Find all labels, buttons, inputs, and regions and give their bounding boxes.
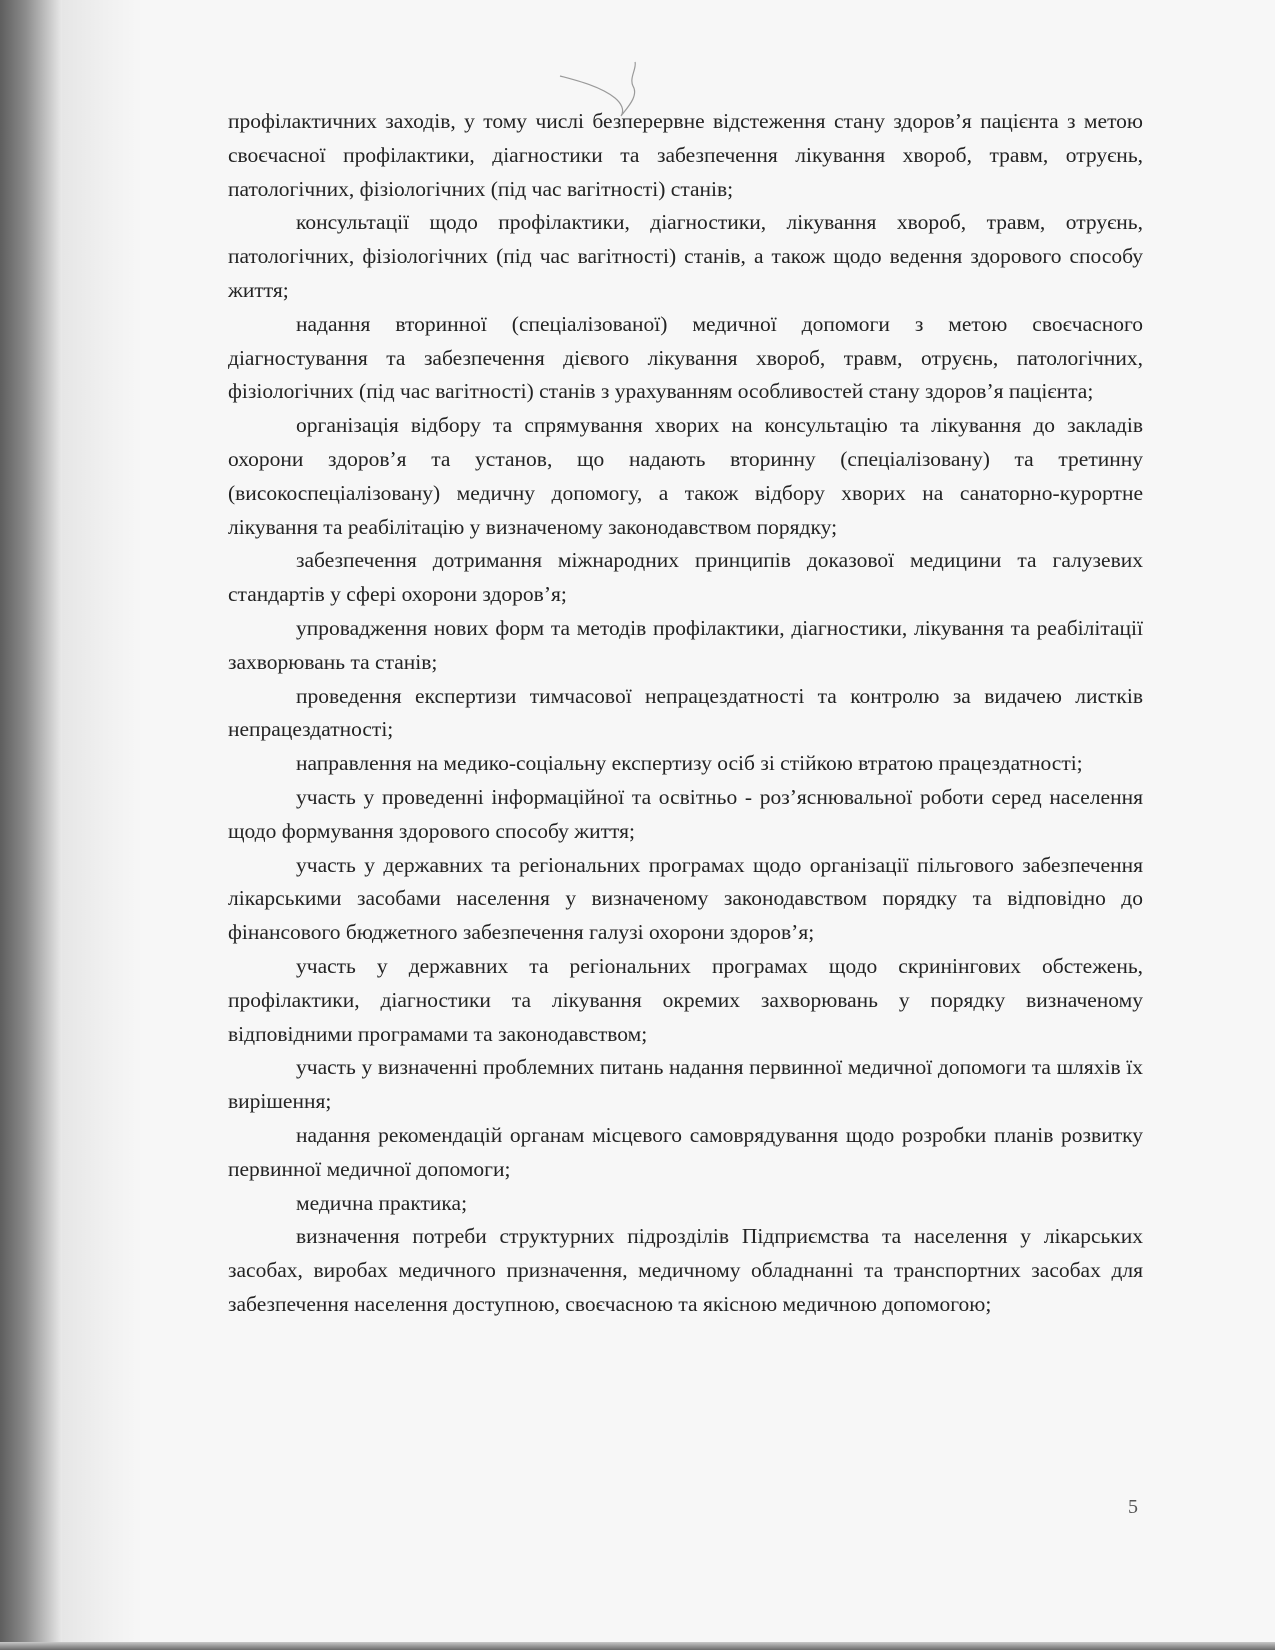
document-page-body bbox=[228, 105, 1143, 1322]
list-item: направлення на медико-соціальну експертизу осіб зі стійкою втратою працездатності; bbox=[296, 751, 1083, 776]
list-item: надання рекомендацій органам місцевого самоврядування щодо розробки планів розвитку первинної медичної допомоги; bbox=[228, 1122, 1143, 1181]
list-item: упровадження нових форм та методів профілактики, діагностики, лікування та реабілітації захворювань та станів; bbox=[228, 615, 1143, 674]
list-item: участь у визначенні проблемних питань надання первинної медичної допомоги та шляхів їх вирішення; bbox=[228, 1055, 1143, 1114]
list-item: проведення експертизи тимчасової непрацездатності та контролю за видачею листків непрацездатності; bbox=[228, 683, 1143, 742]
list-item: визначення потреби структурних підрозділів Підприємства та населення у лікарських засобах, виробах медичного призначення, медичному обладнанні та транспортних засобах для забезпечення населення доступною, своєчасною та якісною медичною допомогою; bbox=[228, 1224, 1143, 1316]
page-number: 5 bbox=[1128, 1496, 1138, 1518]
scan-shadow-left bbox=[0, 0, 62, 1650]
scan-shadow-bottom bbox=[0, 1642, 1275, 1650]
list-item: участь у державних та регіональних програмах щодо організації пільгового забезпечення лікарськими засобами населення у визначеному законодавством порядку та відповідно до фінансового бюджетного забезпечення галузі охорони здоров’я; bbox=[228, 852, 1143, 945]
list-item: участь у проведенні інформаційної та освітньо - роз’яснювальної роботи серед населення щодо формування здорового способу життя; bbox=[228, 784, 1143, 843]
list-item: організація відбору та спрямування хворих на консультацію та лікування до закладів охорони здоров’я та установ, що надають вторинну (спеціалізовану) та третинну (високоспеціалізовану) медичну допомогу, а також відбору хворих на санаторно-курортне лікування та реабілітацію у визначеному законодавством порядку; bbox=[228, 413, 1143, 539]
list-item: консультації щодо профілактики, діагностики, лікування хвороб, травм, отруєнь, патологічних, фізіологічних (під час вагітності) станів, а також щодо ведення здорового способу життя; bbox=[228, 210, 1143, 302]
list-item: участь у державних та регіональних програмах щодо скринінгових обстежень, профілактики, діагностики та лікування окремих захворювань у порядку визначеному відповідними програмами та законодавством; bbox=[228, 953, 1143, 1046]
list-item: медична практика; bbox=[296, 1190, 468, 1215]
paragraph-continuation: профілактичних заходів, у тому числі безперервне відстеження стану здоров’я пацієнта з метою своєчасної профілактики, діагностики та забезпечення лікування хвороб, травм, отруєнь, патологічних, фізіологічних (під час вагітності) станів; bbox=[228, 109, 1143, 201]
list-item: надання вторинної (спеціалізованої) медичної допомоги з метою своєчасного діагностування та забезпечення дієвого лікування хвороб, травм, отруєнь, патологічних, фізіологічних (під час вагітності) станів з урахуванням особливостей стану здоров’я пацієнта; bbox=[228, 311, 1143, 404]
scan-shadow-fold bbox=[62, 0, 142, 1650]
list-item: забезпечення дотримання міжнародних принципів доказової медицини та галузевих стандартів у сфері охорони здоров’я; bbox=[228, 548, 1143, 607]
